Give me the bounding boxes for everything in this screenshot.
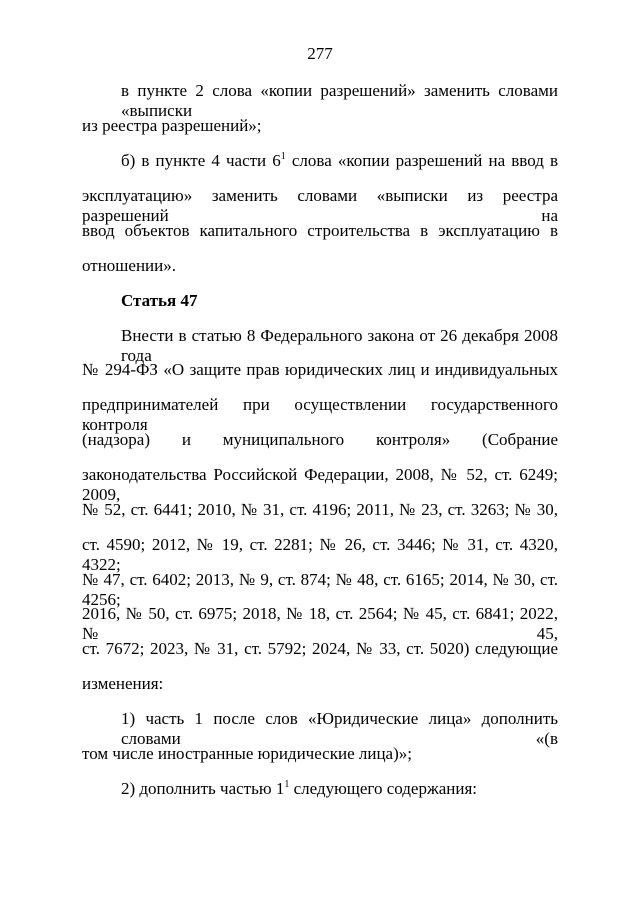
text-line: законодательства Российской Федерации, 2008, № 52, ст. 6249; 2009,	[82, 465, 558, 504]
page-number: 277	[307, 44, 333, 63]
text-line: 2016, № 50, ст. 6975; 2018, № 18, ст. 2564; № 45, ст. 6841; 2022, № 45,	[82, 604, 558, 643]
text-line: № 52, ст. 6441; 2010, № 31, ст. 4196; 2011, № 23, ст. 3263; № 30,	[82, 500, 558, 519]
text-fragment: следующего содержания:	[289, 779, 477, 798]
text-line	[121, 151, 558, 171]
text-line: ввод объектов капитального строительства в эксплуатацию в	[82, 221, 558, 240]
superscript: 1	[280, 151, 286, 162]
text-line: Внести в статью 8 Федерального закона от 26 декабря 2008 года	[121, 326, 558, 365]
text-line: ст. 4590; 2012, № 19, ст. 2281; № 26, ст. 3446; № 31, ст. 4320, 4322;	[82, 535, 558, 574]
text-line: (надзора) и муниципального контроля» (Собрание	[82, 430, 558, 449]
text-line: отношении».	[82, 256, 176, 275]
text-line: № 294-ФЗ «О защите прав юридических лиц и индивидуальных	[82, 360, 558, 379]
text-fragment: слова «копии разрешений на ввод в	[285, 151, 558, 170]
text-line: изменения:	[82, 674, 164, 693]
text-line: № 47, ст. 6402; 2013, № 9, ст. 874; № 48, ст. 6165; 2014, № 30, ст. 4256;	[82, 570, 558, 609]
text-fragment: б) в пункте 4 части 6	[121, 151, 281, 170]
text-line: эксплуатацию» заменить словами «выписки из реестра разрешений на	[82, 186, 558, 225]
text-line	[121, 779, 558, 799]
text-line: предпринимателей при осуществлении государственного контроля	[82, 395, 558, 434]
text-line: ст. 7672; 2023, № 31, ст. 5792; 2024, № 33, ст. 5020) следующие	[82, 639, 558, 658]
superscript: 1	[284, 779, 290, 790]
text-line: в пункте 2 слова «копии разрешений» заменить словами «выписки	[121, 81, 558, 120]
text-line: 1) часть 1 после слов «Юридические лица» дополнить словами «(в	[121, 709, 558, 748]
article-heading: Статья 47	[121, 291, 198, 310]
text-fragment: 2) дополнить частью 1	[121, 779, 285, 798]
text-line: том числе иностранные юридические лица)»;	[82, 744, 412, 763]
text-line: из реестра разрешений»;	[82, 116, 262, 135]
